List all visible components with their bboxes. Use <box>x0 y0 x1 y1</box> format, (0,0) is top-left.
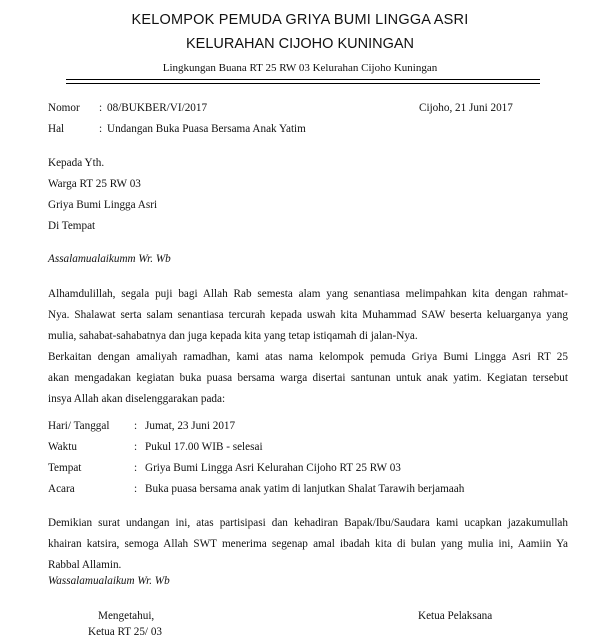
hal-value: Undangan Buka Puasa Bersama Anak Yatim <box>107 123 306 135</box>
detail-label: Acara <box>48 483 75 495</box>
detail-value: Jumat, 23 Juni 2017 <box>145 420 236 432</box>
recipient-line: Di Tempat <box>48 220 96 232</box>
detail-value: Buka puasa bersama anak yatim di lanjutkan Shalat Tarawih berjamaah <box>145 483 465 495</box>
recipient-line: Griya Bumi Lingga Asri <box>48 199 158 211</box>
signature-left-title: Mengetahui, <box>98 610 155 622</box>
detail-separator: : <box>134 462 138 474</box>
closing-line: Demikian surat undangan ini, atas partisipasi dan kehadiran Bapak/Ibu/Saudara kami ucapkan jazakumullah <box>48 517 568 529</box>
body-line: mulia, sahabat-sahabatnya dan juga kepada kita yang tetap istiqamah di jalan-Nya. <box>48 330 418 342</box>
signature-left-role: Ketua RT 25/ 03 <box>88 626 163 638</box>
letterhead-org-name: KELOMPOK PEMUDA GRIYA BUMI LINGGA ASRI <box>131 12 469 28</box>
closing-line: khairan katsira, semoga Allah SWT menerima segenap amal ibadah kita di bulan yang mulia ini, Aamiin Ya <box>48 538 568 550</box>
body-line: Alhamdulillah, segala puji bagi Allah Rab semesta alam yang senantiasa melimpahkan kita dengan rahmat- <box>48 288 568 300</box>
detail-value: Pukul 17.00 WIB - selesai <box>145 441 263 453</box>
recipient-line: Warga RT 25 RW 03 <box>48 178 141 190</box>
nomor-label: Nomor <box>48 102 80 114</box>
detail-separator: : <box>134 441 138 453</box>
detail-separator: : <box>134 483 138 495</box>
letterhead-rule-thick <box>66 79 540 80</box>
hal-separator: : <box>99 123 103 135</box>
place-date: Cijoho, 21 Juni 2017 <box>419 102 513 114</box>
body-line: insya Allah akan diselenggarakan pada: <box>48 393 226 405</box>
closing-salam: Wassalamualaikum Wr. Wb <box>48 575 170 587</box>
letterhead-rule-thin <box>66 83 540 84</box>
nomor-separator: : <box>99 102 103 114</box>
signature-right-title: Ketua Pelaksana <box>418 610 493 622</box>
opening-greeting: Assalamualaikumm Wr. Wb <box>48 253 171 265</box>
closing-line: Rabbal Allamin. <box>48 559 122 571</box>
body-line: Berkaitan dengan amaliyah ramadhan, kami atas nama kelompok pemuda Griya Bumi Lingga Asri RT 25 <box>48 351 568 363</box>
detail-value: Griya Bumi Lingga Asri Kelurahan Cijoho RT 25 RW 03 <box>145 462 401 474</box>
letterhead-district: KELURAHAN CIJOHO KUNINGAN <box>185 36 414 52</box>
detail-separator: : <box>134 420 138 432</box>
detail-label: Tempat <box>48 462 82 474</box>
hal-label: Hal <box>48 123 65 135</box>
letterhead-address: Lingkungan Buana RT 25 RW 03 Kelurahan Cijoho Kuningan <box>162 62 438 74</box>
detail-label: Hari/ Tanggal <box>48 420 110 432</box>
closing-paragraph <box>48 513 568 576</box>
body-line: Nya. Shalawat serta salam senantiasa tercurah kepada uswah kita Muhammad SAW beserta keluarganya yang <box>48 309 568 321</box>
detail-label: Waktu <box>48 441 77 453</box>
body-paragraph-1 <box>48 284 568 410</box>
nomor-value: 08/BUKBER/VI/2017 <box>107 102 208 114</box>
body-line: akan mengadakan kegiatan buka puasa bersama warga disertai santunan untuk anak yatim. Kegiatan tersebut <box>48 372 568 384</box>
recipient-line: Kepada Yth. <box>48 157 105 169</box>
